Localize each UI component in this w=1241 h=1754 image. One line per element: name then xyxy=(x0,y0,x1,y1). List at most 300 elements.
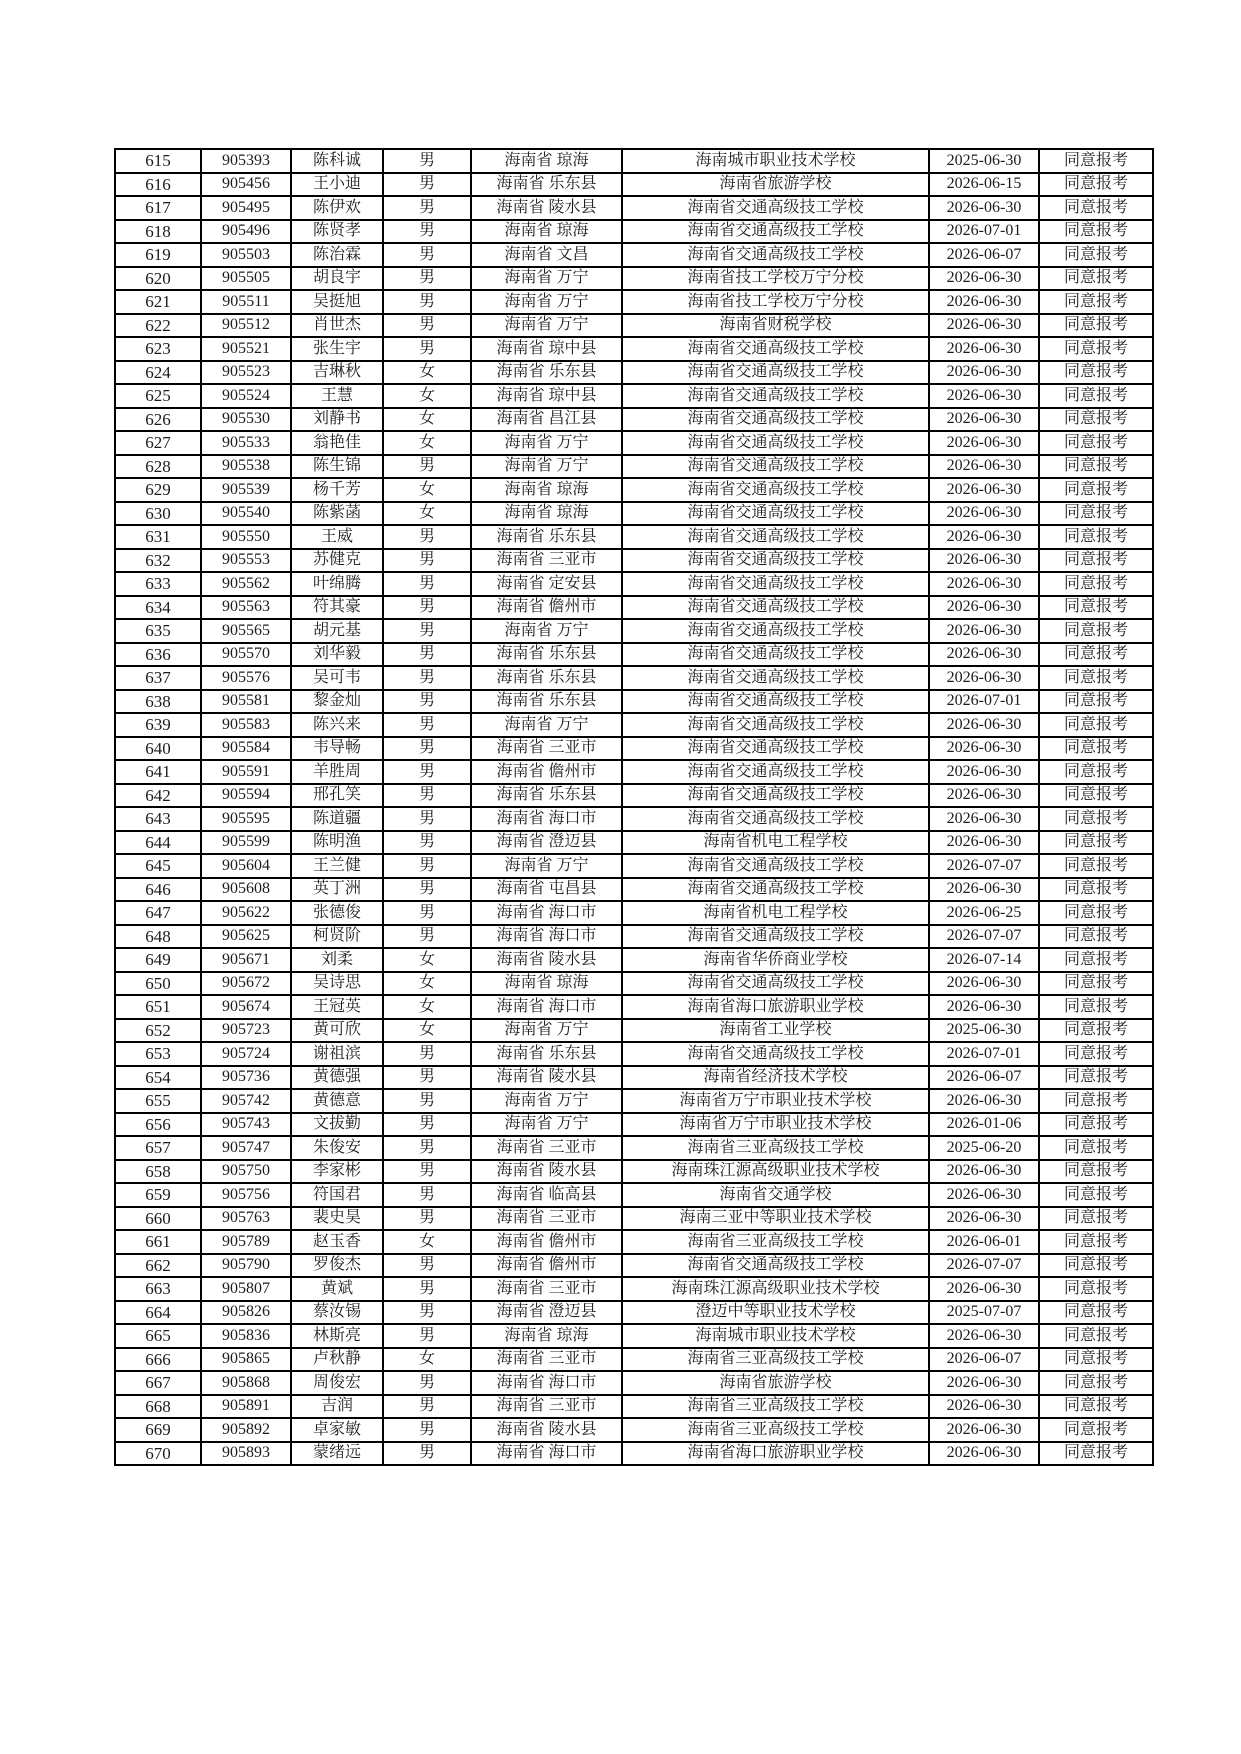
cell-name: 文拔勤 xyxy=(291,1113,383,1137)
cell-origin: 海南省 陵水县 xyxy=(471,1160,622,1184)
cell-school: 海南省交通高级技工学校 xyxy=(622,690,929,714)
cell-origin: 海南省 乐东县 xyxy=(471,361,622,385)
cell-gender: 男 xyxy=(383,713,471,737)
cell-exam_no: 905865 xyxy=(201,1348,291,1372)
cell-name: 吴挺旭 xyxy=(291,290,383,314)
cell-status: 同意报考 xyxy=(1039,1324,1153,1348)
cell-school: 海南省三亚高级技工学校 xyxy=(622,1348,929,1372)
cell-name: 陈兴来 xyxy=(291,713,383,737)
roster-table-body xyxy=(115,149,1153,1465)
cell-date: 2026-06-30 xyxy=(929,314,1039,338)
cell-origin: 海南省 琼海 xyxy=(471,1324,622,1348)
cell-exam_no: 905724 xyxy=(201,1042,291,1066)
cell-name: 黄德强 xyxy=(291,1066,383,1090)
cell-date: 2026-06-07 xyxy=(929,243,1039,267)
cell-exam_no: 905622 xyxy=(201,901,291,925)
cell-gender: 男 xyxy=(383,1277,471,1301)
cell-name: 张德俊 xyxy=(291,901,383,925)
cell-origin: 海南省 儋州市 xyxy=(471,760,622,784)
cell-date: 2026-06-30 xyxy=(929,290,1039,314)
cell-origin: 海南省 万宁 xyxy=(471,1113,622,1137)
cell-status: 同意报考 xyxy=(1039,337,1153,361)
cell-status: 同意报考 xyxy=(1039,690,1153,714)
cell-date: 2026-06-30 xyxy=(929,267,1039,291)
cell-seq: 628 xyxy=(115,455,201,479)
cell-status: 同意报考 xyxy=(1039,1160,1153,1184)
cell-gender: 女 xyxy=(383,995,471,1019)
cell-exam_no: 905608 xyxy=(201,878,291,902)
cell-date: 2026-07-01 xyxy=(929,690,1039,714)
cell-school: 海南省万宁市职业技术学校 xyxy=(622,1113,929,1137)
cell-gender: 男 xyxy=(383,690,471,714)
cell-exam_no: 905523 xyxy=(201,361,291,385)
cell-date: 2026-06-30 xyxy=(929,1160,1039,1184)
cell-origin: 海南省 万宁 xyxy=(471,619,622,643)
cell-status: 同意报考 xyxy=(1039,502,1153,526)
cell-name: 陈生锦 xyxy=(291,455,383,479)
cell-status: 同意报考 xyxy=(1039,831,1153,855)
cell-origin: 海南省 琼海 xyxy=(471,972,622,996)
cell-status: 同意报考 xyxy=(1039,760,1153,784)
cell-name: 符其豪 xyxy=(291,596,383,620)
cell-seq: 629 xyxy=(115,478,201,502)
table-row xyxy=(115,737,1153,761)
cell-school: 海南省技工学校万宁分校 xyxy=(622,267,929,291)
cell-gender: 男 xyxy=(383,737,471,761)
table-row xyxy=(115,1207,1153,1231)
cell-status: 同意报考 xyxy=(1039,1418,1153,1442)
cell-seq: 627 xyxy=(115,431,201,455)
table-row xyxy=(115,948,1153,972)
cell-name: 罗俊杰 xyxy=(291,1254,383,1278)
cell-exam_no: 905563 xyxy=(201,596,291,620)
cell-origin: 海南省 乐东县 xyxy=(471,525,622,549)
table-row xyxy=(115,1371,1153,1395)
cell-date: 2026-06-30 xyxy=(929,878,1039,902)
cell-seq: 668 xyxy=(115,1395,201,1419)
cell-seq: 653 xyxy=(115,1042,201,1066)
cell-date: 2026-06-30 xyxy=(929,666,1039,690)
cell-seq: 637 xyxy=(115,666,201,690)
table-row xyxy=(115,760,1153,784)
cell-origin: 海南省 万宁 xyxy=(471,1089,622,1113)
cell-status: 同意报考 xyxy=(1039,243,1153,267)
cell-date: 2026-06-30 xyxy=(929,1395,1039,1419)
table-row xyxy=(115,878,1153,902)
cell-gender: 男 xyxy=(383,314,471,338)
cell-school: 海南省交通高级技工学校 xyxy=(622,572,929,596)
cell-status: 同意报考 xyxy=(1039,220,1153,244)
cell-exam_no: 905530 xyxy=(201,408,291,432)
table-row xyxy=(115,478,1153,502)
cell-seq: 662 xyxy=(115,1254,201,1278)
cell-school: 海南省交通高级技工学校 xyxy=(622,760,929,784)
cell-school: 海南省三亚高级技工学校 xyxy=(622,1395,929,1419)
table-row xyxy=(115,1324,1153,1348)
table-row xyxy=(115,455,1153,479)
cell-exam_no: 905533 xyxy=(201,431,291,455)
cell-name: 胡良宇 xyxy=(291,267,383,291)
cell-exam_no: 905891 xyxy=(201,1395,291,1419)
cell-origin: 海南省 海口市 xyxy=(471,1442,622,1466)
table-row xyxy=(115,572,1153,596)
cell-gender: 男 xyxy=(383,525,471,549)
cell-exam_no: 905826 xyxy=(201,1301,291,1325)
cell-seq: 642 xyxy=(115,784,201,808)
cell-exam_no: 905538 xyxy=(201,455,291,479)
table-row xyxy=(115,1442,1153,1466)
cell-seq: 639 xyxy=(115,713,201,737)
cell-school: 海南省交通高级技工学校 xyxy=(622,243,929,267)
cell-status: 同意报考 xyxy=(1039,596,1153,620)
cell-exam_no: 905736 xyxy=(201,1066,291,1090)
cell-name: 张生宇 xyxy=(291,337,383,361)
cell-origin: 海南省 万宁 xyxy=(471,455,622,479)
cell-origin: 海南省 三亚市 xyxy=(471,1395,622,1419)
cell-name: 陈贤孝 xyxy=(291,220,383,244)
table-row xyxy=(115,290,1153,314)
cell-date: 2026-06-15 xyxy=(929,173,1039,197)
cell-seq: 635 xyxy=(115,619,201,643)
table-row xyxy=(115,995,1153,1019)
cell-date: 2026-07-07 xyxy=(929,1254,1039,1278)
cell-origin: 海南省 琼海 xyxy=(471,220,622,244)
cell-seq: 630 xyxy=(115,502,201,526)
cell-date: 2026-06-30 xyxy=(929,807,1039,831)
cell-exam_no: 905594 xyxy=(201,784,291,808)
cell-gender: 女 xyxy=(383,408,471,432)
cell-seq: 649 xyxy=(115,948,201,972)
cell-status: 同意报考 xyxy=(1039,1254,1153,1278)
cell-exam_no: 905599 xyxy=(201,831,291,855)
table-row xyxy=(115,549,1153,573)
cell-seq: 641 xyxy=(115,760,201,784)
cell-school: 海南省交通高级技工学校 xyxy=(622,502,929,526)
cell-seq: 645 xyxy=(115,854,201,878)
cell-date: 2026-06-30 xyxy=(929,1207,1039,1231)
cell-seq: 624 xyxy=(115,361,201,385)
cell-name: 周俊宏 xyxy=(291,1371,383,1395)
cell-seq: 666 xyxy=(115,1348,201,1372)
cell-gender: 男 xyxy=(383,1301,471,1325)
cell-date: 2026-06-30 xyxy=(929,1442,1039,1466)
cell-status: 同意报考 xyxy=(1039,878,1153,902)
cell-name: 吉琳秋 xyxy=(291,361,383,385)
cell-gender: 女 xyxy=(383,361,471,385)
table-row xyxy=(115,1418,1153,1442)
cell-gender: 男 xyxy=(383,1042,471,1066)
cell-gender: 男 xyxy=(383,220,471,244)
cell-gender: 男 xyxy=(383,337,471,361)
table-row xyxy=(115,220,1153,244)
table-row xyxy=(115,525,1153,549)
cell-status: 同意报考 xyxy=(1039,854,1153,878)
cell-name: 朱俊安 xyxy=(291,1136,383,1160)
cell-date: 2026-06-30 xyxy=(929,1277,1039,1301)
table-row xyxy=(115,1113,1153,1137)
cell-date: 2026-06-30 xyxy=(929,384,1039,408)
cell-date: 2026-06-30 xyxy=(929,431,1039,455)
cell-name: 李家彬 xyxy=(291,1160,383,1184)
cell-status: 同意报考 xyxy=(1039,1113,1153,1137)
cell-origin: 海南省 乐东县 xyxy=(471,173,622,197)
cell-status: 同意报考 xyxy=(1039,619,1153,643)
cell-name: 黄斌 xyxy=(291,1277,383,1301)
cell-date: 2026-06-25 xyxy=(929,901,1039,925)
cell-school: 海南省交通高级技工学校 xyxy=(622,1254,929,1278)
cell-name: 黄可欣 xyxy=(291,1019,383,1043)
table-row xyxy=(115,431,1153,455)
cell-school: 海南省财税学校 xyxy=(622,314,929,338)
cell-school: 海南省交通高级技工学校 xyxy=(622,549,929,573)
cell-date: 2026-06-30 xyxy=(929,596,1039,620)
cell-exam_no: 905743 xyxy=(201,1113,291,1137)
cell-date: 2026-06-30 xyxy=(929,1324,1039,1348)
cell-name: 陈科诚 xyxy=(291,149,383,173)
cell-seq: 654 xyxy=(115,1066,201,1090)
cell-seq: 625 xyxy=(115,384,201,408)
cell-school: 海南省交通高级技工学校 xyxy=(622,384,929,408)
cell-seq: 648 xyxy=(115,925,201,949)
cell-name: 蔡汝锡 xyxy=(291,1301,383,1325)
cell-name: 羊胜周 xyxy=(291,760,383,784)
cell-name: 林斯亮 xyxy=(291,1324,383,1348)
cell-gender: 女 xyxy=(383,478,471,502)
cell-name: 肖世杰 xyxy=(291,314,383,338)
cell-gender: 女 xyxy=(383,384,471,408)
table-row xyxy=(115,502,1153,526)
cell-gender: 男 xyxy=(383,807,471,831)
cell-exam_no: 905836 xyxy=(201,1324,291,1348)
cell-date: 2026-06-30 xyxy=(929,995,1039,1019)
cell-exam_no: 905581 xyxy=(201,690,291,714)
cell-status: 同意报考 xyxy=(1039,149,1153,173)
cell-gender: 男 xyxy=(383,196,471,220)
cell-status: 同意报考 xyxy=(1039,455,1153,479)
cell-exam_no: 905893 xyxy=(201,1442,291,1466)
cell-seq: 664 xyxy=(115,1301,201,1325)
cell-exam_no: 905512 xyxy=(201,314,291,338)
cell-seq: 626 xyxy=(115,408,201,432)
cell-origin: 海南省 万宁 xyxy=(471,854,622,878)
cell-name: 邢孔笑 xyxy=(291,784,383,808)
cell-school: 海南省交通高级技工学校 xyxy=(622,596,929,620)
cell-school: 海南省交通高级技工学校 xyxy=(622,431,929,455)
cell-exam_no: 905562 xyxy=(201,572,291,596)
cell-school: 海南省交通高级技工学校 xyxy=(622,220,929,244)
cell-school: 海南省技工学校万宁分校 xyxy=(622,290,929,314)
cell-school: 海南省交通高级技工学校 xyxy=(622,455,929,479)
cell-name: 卓家敏 xyxy=(291,1418,383,1442)
cell-origin: 海南省 澄迈县 xyxy=(471,831,622,855)
cell-school: 海南省旅游学校 xyxy=(622,173,929,197)
cell-status: 同意报考 xyxy=(1039,1019,1153,1043)
cell-seq: 661 xyxy=(115,1230,201,1254)
cell-origin: 海南省 三亚市 xyxy=(471,1348,622,1372)
cell-seq: 658 xyxy=(115,1160,201,1184)
cell-status: 同意报考 xyxy=(1039,525,1153,549)
cell-exam_no: 905524 xyxy=(201,384,291,408)
cell-name: 刘华毅 xyxy=(291,643,383,667)
cell-seq: 647 xyxy=(115,901,201,925)
cell-origin: 海南省 屯昌县 xyxy=(471,878,622,902)
cell-name: 韦导畅 xyxy=(291,737,383,761)
cell-seq: 617 xyxy=(115,196,201,220)
cell-gender: 男 xyxy=(383,243,471,267)
cell-date: 2026-06-30 xyxy=(929,478,1039,502)
cell-school: 海南省交通高级技工学校 xyxy=(622,925,929,949)
cell-date: 2025-06-30 xyxy=(929,1019,1039,1043)
cell-status: 同意报考 xyxy=(1039,1207,1153,1231)
cell-exam_no: 905763 xyxy=(201,1207,291,1231)
cell-origin: 海南省 乐东县 xyxy=(471,1042,622,1066)
cell-school: 海南城市职业技术学校 xyxy=(622,149,929,173)
cell-origin: 海南省 陵水县 xyxy=(471,948,622,972)
cell-seq: 623 xyxy=(115,337,201,361)
cell-origin: 海南省 儋州市 xyxy=(471,1254,622,1278)
cell-seq: 616 xyxy=(115,173,201,197)
cell-origin: 海南省 乐东县 xyxy=(471,784,622,808)
cell-status: 同意报考 xyxy=(1039,948,1153,972)
table-row xyxy=(115,408,1153,432)
cell-origin: 海南省 万宁 xyxy=(471,431,622,455)
cell-date: 2026-06-30 xyxy=(929,737,1039,761)
cell-name: 杨千芳 xyxy=(291,478,383,502)
table-row xyxy=(115,925,1153,949)
cell-date: 2026-06-30 xyxy=(929,502,1039,526)
cell-gender: 男 xyxy=(383,455,471,479)
table-row xyxy=(115,314,1153,338)
cell-status: 同意报考 xyxy=(1039,1371,1153,1395)
cell-origin: 海南省 海口市 xyxy=(471,1371,622,1395)
cell-status: 同意报考 xyxy=(1039,1183,1153,1207)
cell-name: 裴史昊 xyxy=(291,1207,383,1231)
cell-date: 2026-06-30 xyxy=(929,972,1039,996)
cell-date: 2026-06-30 xyxy=(929,337,1039,361)
cell-seq: 669 xyxy=(115,1418,201,1442)
cell-name: 陈治霖 xyxy=(291,243,383,267)
cell-seq: 636 xyxy=(115,643,201,667)
table-row xyxy=(115,361,1153,385)
cell-exam_no: 905565 xyxy=(201,619,291,643)
cell-origin: 海南省 万宁 xyxy=(471,713,622,737)
cell-date: 2026-06-07 xyxy=(929,1066,1039,1090)
cell-date: 2026-06-30 xyxy=(929,549,1039,573)
cell-name: 谢祖滨 xyxy=(291,1042,383,1066)
cell-school: 海南省交通高级技工学校 xyxy=(622,666,929,690)
cell-origin: 海南省 临高县 xyxy=(471,1183,622,1207)
table-row xyxy=(115,690,1153,714)
cell-school: 海南省工业学校 xyxy=(622,1019,929,1043)
cell-school: 海南省交通高级技工学校 xyxy=(622,361,929,385)
cell-school: 海南省交通高级技工学校 xyxy=(622,1042,929,1066)
cell-school: 海南城市职业技术学校 xyxy=(622,1324,929,1348)
cell-school: 海南省交通高级技工学校 xyxy=(622,525,929,549)
cell-status: 同意报考 xyxy=(1039,807,1153,831)
cell-origin: 海南省 琼海 xyxy=(471,149,622,173)
cell-exam_no: 905550 xyxy=(201,525,291,549)
cell-gender: 男 xyxy=(383,831,471,855)
cell-exam_no: 905790 xyxy=(201,1254,291,1278)
cell-gender: 男 xyxy=(383,596,471,620)
cell-school: 海南省华侨商业学校 xyxy=(622,948,929,972)
cell-date: 2026-06-07 xyxy=(929,1348,1039,1372)
cell-date: 2026-07-07 xyxy=(929,925,1039,949)
cell-exam_no: 905789 xyxy=(201,1230,291,1254)
cell-seq: 659 xyxy=(115,1183,201,1207)
cell-date: 2026-06-30 xyxy=(929,643,1039,667)
cell-school: 海南省交通高级技工学校 xyxy=(622,408,929,432)
cell-status: 同意报考 xyxy=(1039,1066,1153,1090)
cell-date: 2026-06-30 xyxy=(929,408,1039,432)
cell-gender: 男 xyxy=(383,1254,471,1278)
cell-exam_no: 905456 xyxy=(201,173,291,197)
cell-status: 同意报考 xyxy=(1039,901,1153,925)
cell-gender: 男 xyxy=(383,1395,471,1419)
cell-origin: 海南省 海口市 xyxy=(471,995,622,1019)
cell-origin: 海南省 昌江县 xyxy=(471,408,622,432)
cell-exam_no: 905750 xyxy=(201,1160,291,1184)
table-row xyxy=(115,901,1153,925)
cell-seq: 667 xyxy=(115,1371,201,1395)
cell-exam_no: 905539 xyxy=(201,478,291,502)
cell-seq: 665 xyxy=(115,1324,201,1348)
cell-gender: 男 xyxy=(383,1207,471,1231)
cell-gender: 女 xyxy=(383,1019,471,1043)
cell-school: 海南省交通高级技工学校 xyxy=(622,337,929,361)
cell-date: 2026-07-07 xyxy=(929,854,1039,878)
cell-gender: 男 xyxy=(383,619,471,643)
cell-origin: 海南省 海口市 xyxy=(471,807,622,831)
cell-exam_no: 905674 xyxy=(201,995,291,1019)
cell-origin: 海南省 儋州市 xyxy=(471,1230,622,1254)
cell-status: 同意报考 xyxy=(1039,666,1153,690)
table-row xyxy=(115,173,1153,197)
cell-status: 同意报考 xyxy=(1039,784,1153,808)
cell-name: 英丁洲 xyxy=(291,878,383,902)
cell-gender: 女 xyxy=(383,948,471,972)
cell-seq: 633 xyxy=(115,572,201,596)
cell-date: 2025-07-07 xyxy=(929,1301,1039,1325)
table-row xyxy=(115,1395,1153,1419)
cell-gender: 男 xyxy=(383,784,471,808)
cell-exam_no: 905672 xyxy=(201,972,291,996)
cell-status: 同意报考 xyxy=(1039,1277,1153,1301)
cell-school: 海南珠江源高级职业技术学校 xyxy=(622,1277,929,1301)
cell-status: 同意报考 xyxy=(1039,1042,1153,1066)
cell-status: 同意报考 xyxy=(1039,925,1153,949)
table-row xyxy=(115,619,1153,643)
cell-seq: 631 xyxy=(115,525,201,549)
cell-status: 同意报考 xyxy=(1039,549,1153,573)
cell-exam_no: 905570 xyxy=(201,643,291,667)
cell-origin: 海南省 三亚市 xyxy=(471,1277,622,1301)
cell-school: 海南省万宁市职业技术学校 xyxy=(622,1089,929,1113)
cell-date: 2025-06-30 xyxy=(929,149,1039,173)
cell-seq: 638 xyxy=(115,690,201,714)
cell-seq: 643 xyxy=(115,807,201,831)
cell-name: 王威 xyxy=(291,525,383,549)
cell-origin: 海南省 三亚市 xyxy=(471,737,622,761)
cell-date: 2026-06-30 xyxy=(929,784,1039,808)
cell-seq: 615 xyxy=(115,149,201,173)
cell-school: 海南省海口旅游职业学校 xyxy=(622,1442,929,1466)
cell-name: 王慧 xyxy=(291,384,383,408)
cell-seq: 622 xyxy=(115,314,201,338)
cell-seq: 620 xyxy=(115,267,201,291)
cell-status: 同意报考 xyxy=(1039,478,1153,502)
cell-status: 同意报考 xyxy=(1039,314,1153,338)
